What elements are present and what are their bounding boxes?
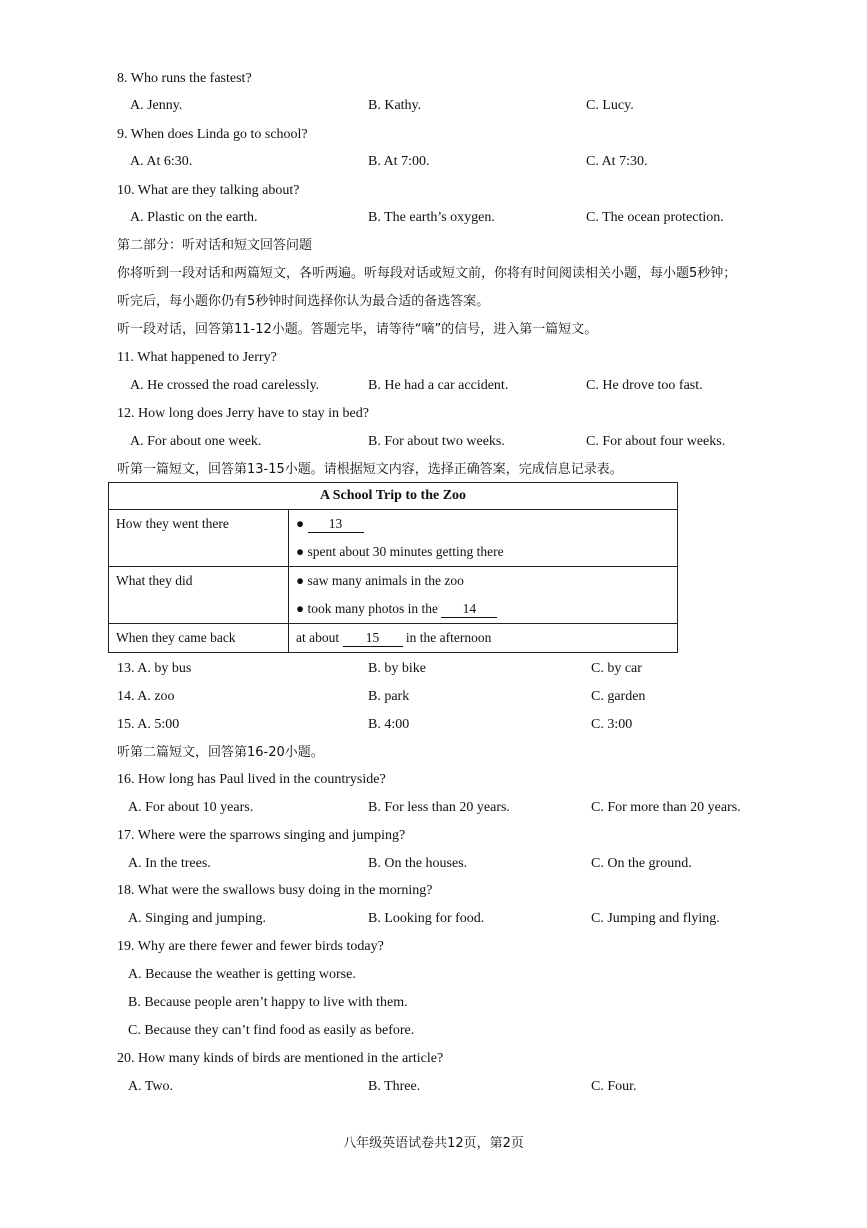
q12-option-c: C. For about four weeks. bbox=[586, 434, 726, 449]
question-12: 12. How long does Jerry have to stay in bed? bbox=[117, 406, 369, 421]
q9-option-b: B. At 7:00. bbox=[368, 154, 430, 169]
q18-option-b: B. Looking for food. bbox=[368, 911, 485, 926]
question-10: 10. What are they talking about? bbox=[117, 183, 300, 198]
table-row-label: How they went there bbox=[109, 510, 289, 567]
q19-option-c: C. Because they can’t find food as easily as before. bbox=[128, 1023, 415, 1038]
question-16: 16. How long has Paul lived in the countryside? bbox=[117, 772, 386, 787]
table-row-content: at about 15 in the afternoon bbox=[289, 624, 678, 653]
q8-option-b: B. Kathy. bbox=[368, 98, 422, 113]
q19-option-b: B. Because people aren’t happy to live with them. bbox=[128, 995, 408, 1010]
q9-option-c: C. At 7:30. bbox=[586, 154, 648, 169]
section-2-title: 第二部分：听对话和短文回答问题 bbox=[117, 238, 313, 253]
table-row-label: When they came back bbox=[109, 624, 289, 653]
blank-13: 13 bbox=[308, 516, 364, 533]
question-9: 9. When does Linda go to school? bbox=[117, 127, 308, 142]
q15-option-b: B. 4:00 bbox=[368, 717, 410, 732]
q18-option-a: A. Singing and jumping. bbox=[128, 911, 267, 926]
q17-option-b: B. On the houses. bbox=[368, 856, 468, 871]
q10-option-a: A. Plastic on the earth. bbox=[130, 210, 258, 225]
question-18: 18. What were the swallows busy doing in the morning? bbox=[117, 883, 433, 898]
q11-option-b: B. He had a car accident. bbox=[368, 378, 509, 393]
q8-option-c: C. Lucy. bbox=[586, 98, 634, 113]
section-2-instruction-4: 听第一篇短文，回答第13-15小题。请根据短文内容，选择正确答案，完成信息记录表。 bbox=[117, 462, 623, 477]
question-11: 11. What happened to Jerry? bbox=[117, 350, 277, 365]
question-13: 13. A. by bus bbox=[117, 661, 192, 676]
section-2-instruction-3: 听一段对话，回答第11-12小题。答题完毕，请等待“嘀”的信号，进入第一篇短文。 bbox=[117, 322, 598, 337]
section-2-instruction-5: 听第二篇短文，回答第16-20小题。 bbox=[117, 745, 324, 760]
q13-option-c: C. by car bbox=[591, 661, 642, 676]
q14-option-c: C. garden bbox=[591, 689, 646, 704]
table-row-content: ● 13 ● spent about 30 minutes getting there bbox=[289, 510, 678, 567]
question-8: 8. Who runs the fastest? bbox=[117, 71, 252, 86]
q13-option-b: B. by bike bbox=[368, 661, 426, 676]
q16-option-b: B. For less than 20 years. bbox=[368, 800, 510, 815]
q11-option-c: C. He drove too fast. bbox=[586, 378, 703, 393]
q12-option-a: A. For about one week. bbox=[130, 434, 262, 449]
q18-option-c: C. Jumping and flying. bbox=[591, 911, 720, 926]
question-17: 17. Where were the sparrows singing and jumping? bbox=[117, 828, 406, 843]
q14-option-b: B. park bbox=[368, 689, 410, 704]
info-record-table bbox=[108, 482, 678, 653]
q10-option-c: C. The ocean protection. bbox=[586, 210, 724, 225]
question-19: 19. Why are there fewer and fewer birds today? bbox=[117, 939, 384, 954]
q16-option-a: A. For about 10 years. bbox=[128, 800, 254, 815]
q9-option-a: A. At 6:30. bbox=[130, 154, 193, 169]
q11-option-a: A. He crossed the road carelessly. bbox=[130, 378, 320, 393]
q17-option-c: C. On the ground. bbox=[591, 856, 692, 871]
question-14: 14. A. zoo bbox=[117, 689, 175, 704]
q20-option-a: A. Two. bbox=[128, 1079, 174, 1094]
q17-option-a: A. In the trees. bbox=[128, 856, 211, 871]
page-footer: 八年级英语试卷共12页，第2页 bbox=[343, 1136, 524, 1151]
question-20: 20. How many kinds of birds are mentioned in the article? bbox=[117, 1051, 444, 1066]
table-row-label: What they did bbox=[109, 567, 289, 624]
blank-15: 15 bbox=[343, 630, 403, 647]
q15-option-c: C. 3:00 bbox=[591, 717, 633, 732]
table-title: A School Trip to the Zoo bbox=[109, 483, 678, 510]
section-2-instruction-2: 听完后，每小题你仍有5秒钟时间选择你认为最合适的备选答案。 bbox=[117, 294, 490, 309]
q16-option-c: C. For more than 20 years. bbox=[591, 800, 741, 815]
q12-option-b: B. For about two weeks. bbox=[368, 434, 505, 449]
section-2-instruction-1: 你将听到一段对话和两篇短文，各听两遍。听每段对话或短文前，你将有时间阅读相关小题，每小题5秒钟； bbox=[117, 266, 737, 281]
q20-option-b: B. Three. bbox=[368, 1079, 421, 1094]
table-row-content: ● saw many animals in the zoo ● took many photos in the 14 bbox=[289, 567, 678, 624]
q20-option-c: C. Four. bbox=[591, 1079, 637, 1094]
q8-option-a: A. Jenny. bbox=[130, 98, 183, 113]
blank-14: 14 bbox=[441, 601, 497, 618]
question-15: 15. A. 5:00 bbox=[117, 717, 180, 732]
q10-option-b: B. The earth’s oxygen. bbox=[368, 210, 495, 225]
q19-option-a: A. Because the weather is getting worse. bbox=[128, 967, 356, 982]
